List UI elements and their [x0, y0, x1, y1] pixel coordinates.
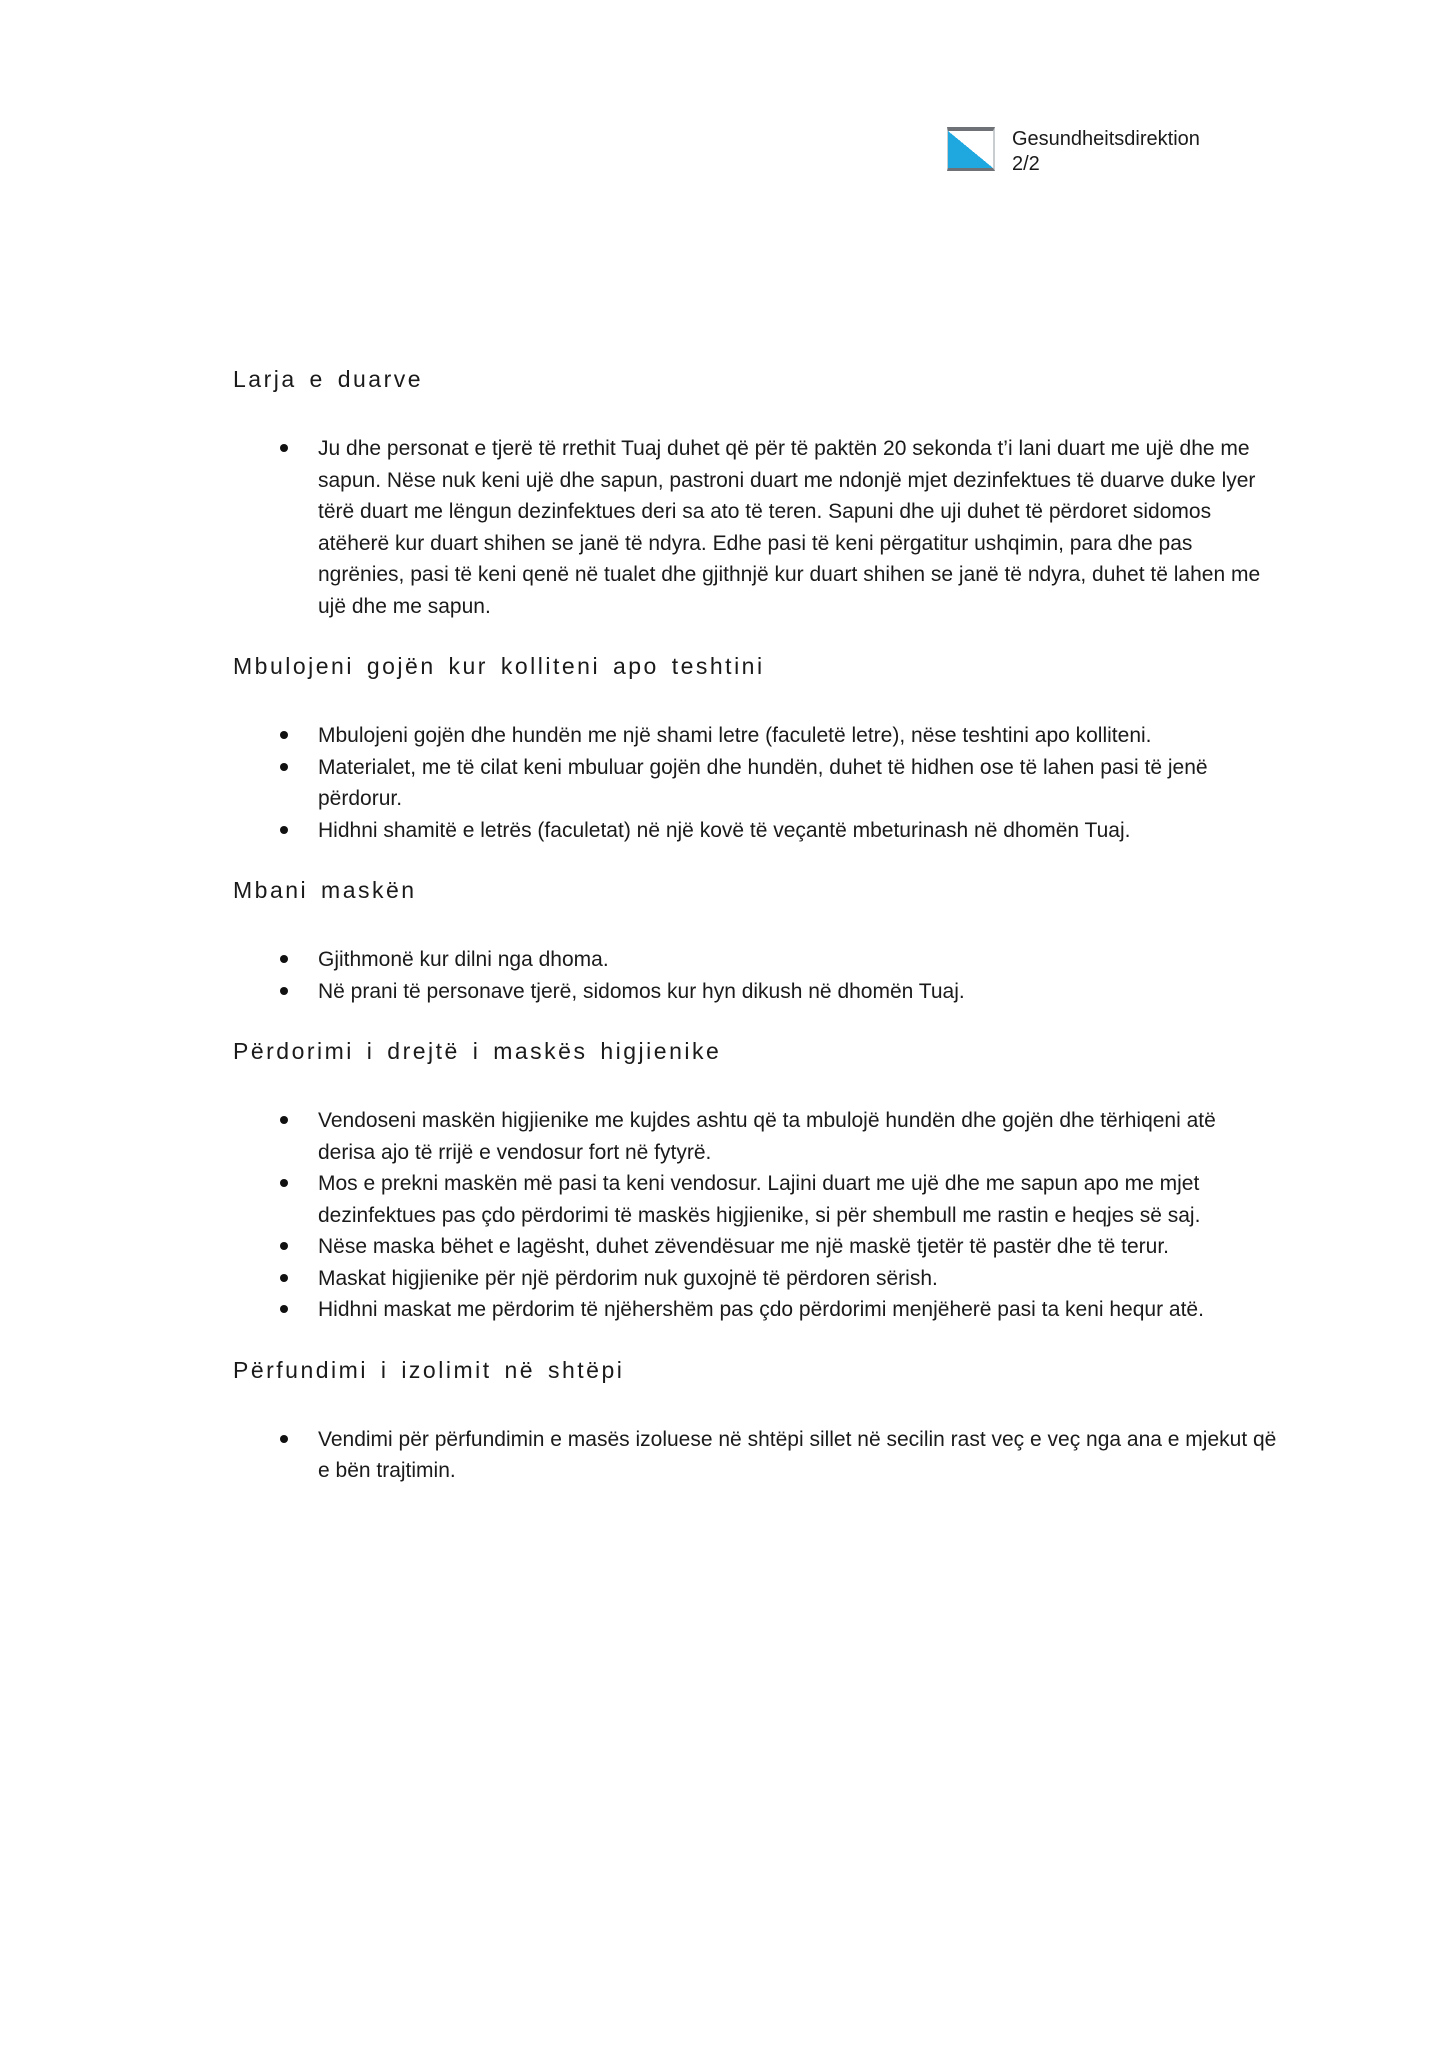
- list-item: [233, 944, 1278, 976]
- bullet-marker-icon: [280, 731, 288, 739]
- list-item-text: Materialet, me të cilat keni mbuluar gojën dhe hundën, duhet të hidhen ose të lahen pasi të jenë përdorur.: [318, 755, 1208, 810]
- list-item: [233, 1263, 1278, 1295]
- list-item: [233, 976, 1278, 1008]
- list-item-text: Vendoseni maskën higjienike me kujdes ashtu që ta mbulojë hundën dhe gojën dhe tërhiqeni atë derisa ajo të rrijë e vendosur fort në fytyrë.: [318, 1109, 1216, 1164]
- list-item: [233, 1424, 1278, 1487]
- zurich-flag-icon: [947, 127, 995, 171]
- bullet-marker-icon: [280, 1179, 288, 1187]
- list-item: [233, 720, 1278, 752]
- list-item: [233, 1231, 1278, 1263]
- bullet-marker-icon: [280, 955, 288, 963]
- section-heading-perdorimi-maskes: Përdorimi i drejtë i maskës higjienike: [233, 1038, 722, 1064]
- list-item-text: Mos e prekni maskën më pasi ta keni vendosur. Lajini duart me ujë dhe me sapun apo me mjet dezinfektues pas çdo përdorimi të maskës higjienike, si për shembull me rastin e heqjes së saj.: [318, 1172, 1201, 1227]
- bullet-list: [233, 720, 1278, 846]
- bullet-marker-icon: [280, 444, 288, 452]
- header-page-number: 2/2: [1012, 153, 1040, 175]
- bullet-marker-icon: [280, 1116, 288, 1124]
- header-text: [1012, 127, 1200, 177]
- bullet-marker-icon: [280, 826, 288, 834]
- bullet-marker-icon: [280, 1305, 288, 1313]
- list-item: [233, 1105, 1278, 1168]
- page-header: [947, 127, 1200, 177]
- header-department: Gesundheitsdirektion: [1012, 128, 1200, 150]
- document-content: [233, 365, 1278, 1487]
- list-item-text: Hidhni maskat me përdorim të njëhershëm pas çdo përdorimi menjëherë pasi ta keni hequr atë.: [318, 1298, 1204, 1321]
- list-item-text: Nëse maska bëhet e lagësht, duhet zëvendësuar me një maskë tjetër të pastër dhe të terur.: [318, 1235, 1169, 1258]
- list-item: [233, 815, 1278, 847]
- bullet-list: [233, 1105, 1278, 1326]
- list-item-text: Maskat higjienike për një përdorim nuk guxojnë të përdoren sërish.: [318, 1266, 938, 1290]
- section-heading-larja-e-duarve: Larja e duarve: [233, 366, 424, 392]
- section-heading-mbani-masken: Mbani maskën: [233, 877, 417, 903]
- list-item-text: Gjithmonë kur dilni nga dhoma.: [318, 948, 609, 971]
- bullet-marker-icon: [280, 987, 288, 995]
- list-item: [233, 1168, 1278, 1231]
- list-item-text: Vendimi për përfundimin e masës izoluese në shtëpi sillet në secilin rast veç e veç nga ana e mjekut që e bën trajtimin.: [318, 1427, 1277, 1482]
- list-item: [233, 752, 1278, 815]
- list-item-text: Mbulojeni gojën dhe hundën me një shami letre (faculetë letre), nëse teshtini apo kolliteni.: [318, 724, 1152, 747]
- bullet-list: [233, 1424, 1278, 1487]
- bullet-list: [233, 944, 1278, 1007]
- bullet-marker-icon: [280, 1274, 288, 1282]
- bullet-marker-icon: [280, 1435, 288, 1443]
- list-item: [233, 433, 1278, 622]
- section-heading-perfundimi-izolimit: Përfundimi i izolimit në shtëpi: [233, 1356, 625, 1383]
- list-item-text: Në prani të personave tjerë, sidomos kur hyn dikush në dhomën Tuaj.: [318, 979, 965, 1003]
- bullet-list: [233, 433, 1278, 622]
- bullet-marker-icon: [280, 1242, 288, 1250]
- list-item: [233, 1294, 1278, 1326]
- bullet-marker-icon: [280, 763, 288, 771]
- list-item-text: Hidhni shamitë e letrës (faculetat) në një kovë të veçantë mbeturinash në dhomën Tuaj.: [318, 818, 1131, 842]
- section-heading-mbulojeni-gojen: Mbulojeni gojën kur kolliteni apo teshtini: [233, 653, 765, 679]
- list-item-text: Ju dhe personat e tjerë të rrethit Tuaj duhet që për të paktën 20 sekonda t’i lani duart me ujë dhe me sapun. Nëse nuk keni ujë dhe sapun, pastroni duart me ndonjë mjet dezinfektues të duarve duke lyer tërë duart me lëngun dezinfektues deri sa ato të teren. Sapuni dhe uji duhet të përdoret sidomos atëherë kur duart shihen se janë të ndyra. Edhe pasi të keni përgatitur ushqimin, para dhe pas ngrënies, pasi të keni qenë në tualet dhe gjithnjë kur duart shihen se janë të ndyra, duhet të lahen me ujë dhe me sapun.: [318, 437, 1261, 618]
